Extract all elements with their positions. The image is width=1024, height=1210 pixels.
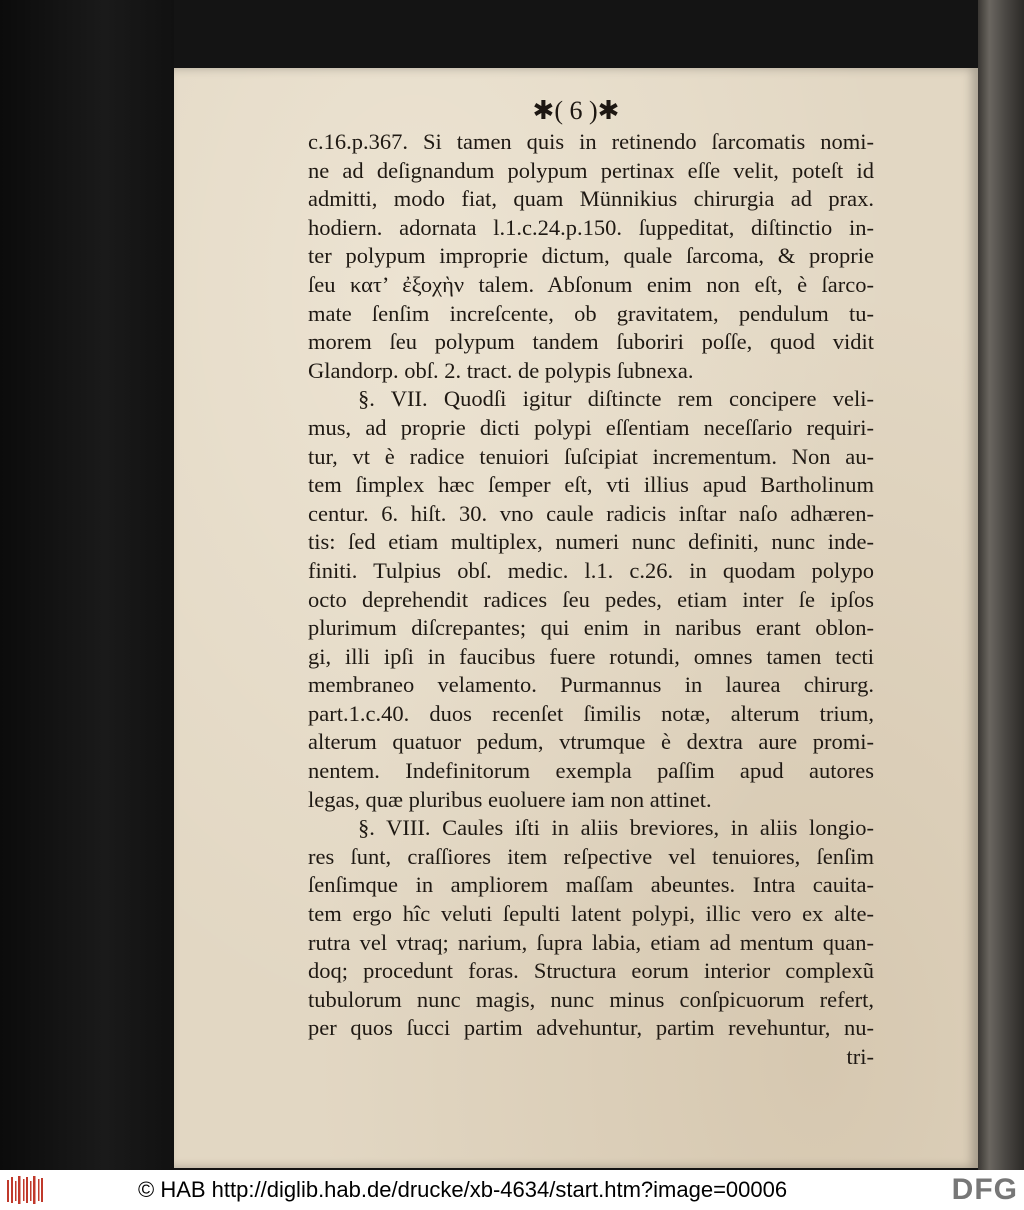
text-line: §. VII. Quodſi igitur diſtincte rem concipere veli- — [358, 386, 874, 412]
text-line: tem ſimplex hæc ſemper eſt, vti illius apud Bartholinum — [308, 472, 874, 498]
page-header: ✱( 6 )✱ — [532, 96, 620, 125]
dfg-logo: DFG — [951, 1173, 1018, 1206]
text-line: part.1.c.40. duos recenſet ſimilis notæ, alterum trium, — [308, 700, 874, 726]
text-line: tis: ſed etiam multiplex, numeri nunc definiti, nunc inde- — [308, 529, 874, 555]
text-line: c.16.p.367. Si tamen quis in retinendo ſarcomatis nomi- — [308, 129, 874, 154]
text-line: §. VIII. Caules iſti in aliis breviores, in aliis longio- — [358, 815, 874, 841]
text-line: plurimum diſcrepantes; qui enim in naribus erant oblon- — [308, 615, 874, 641]
page-edge-right — [978, 0, 1024, 1170]
text-line: Glandorp. obſ. 2. tract. de polypis ſubnexa. — [308, 357, 694, 383]
text-line: rutra vel vtraq; narium, ſupra labia, etiam ad mentum quan- — [308, 929, 874, 955]
text-line: morem ſeu polypum tandem ſuboriri poſſe, quod vidit — [308, 329, 874, 355]
text-line: per quos ſucci partim advehuntur, partim revehuntur, nu- — [308, 1015, 874, 1041]
text-line: finiti. Tulpius obſ. medic. l.1. c.26. in quodam polypo — [308, 557, 874, 583]
text-line: gi, illi ipſi in faucibus fuere rotundi, omnes tamen tecti — [308, 643, 874, 669]
footer-bar — [0, 1170, 1024, 1210]
page-text — [308, 128, 874, 1072]
catchword: tri- — [846, 1044, 874, 1069]
footer-citation: © HAB http://diglib.hab.de/drucke/xb-4634/start.htm?image=00006 — [138, 1177, 788, 1202]
text-line: mate ſenſim increſcente, ob gravitatem, pendulum tu- — [308, 300, 874, 326]
text-line: tem ergo hîc veluti ſepulti latent polypi, illic vero ex alte- — [308, 901, 874, 927]
book-page — [174, 68, 978, 1168]
scan-background-left — [0, 0, 174, 1170]
text-line: centur. 6. hiſt. 30. vno caule radicis inſtar naſo adhæren- — [308, 500, 874, 526]
text-line: res ſunt, craſſiores item reſpective vel tenuiores, ſenſim — [308, 843, 874, 869]
text-line: mus, ad proprie dicti polypi eſſentiam neceſſario requiri- — [308, 414, 874, 440]
text-line: hodiern. adornata l.1.c.24.p.150. ſuppeditat, diſtinctio in- — [308, 214, 874, 240]
text-line: ſenſimque in ampliorem maſſam abeuntes. Intra cauita- — [308, 872, 874, 898]
text-line: alterum quatuor pedum, vtrumque è dextra aure promi- — [308, 729, 874, 755]
text-line: tur, vt è radice tenuiori ſuſcipiat incrementum. Non au- — [308, 443, 874, 469]
text-line: admitti, modo fiat, quam Münnikius chirurgia ad prax. — [308, 186, 874, 212]
text-line: legas, quæ pluribus euoluere iam non attinet. — [308, 786, 712, 812]
text-line: doq; procedunt foras. Structura eorum interior complexũ — [308, 958, 874, 984]
text-line: ſeu κατ’ ἐξοχὴν talem. Abſonum enim non eſt, è ſarco- — [308, 271, 874, 297]
text-line: ter polypum improprie dictum, quale ſarcoma, & proprie — [308, 243, 874, 269]
hab-barcode-logo-icon — [6, 1175, 46, 1205]
text-line: tubulorum nunc magis, nunc minus conſpicuorum refert, — [308, 986, 874, 1012]
text-line: membraneo velamento. Purmannus in laurea chirurg. — [308, 672, 874, 698]
text-line: ne ad deſignandum polypum pertinax eſſe velit, poteſt id — [308, 157, 874, 183]
text-line: octo deprehendit radices ſeu pedes, etiam inter ſe ipſos — [308, 586, 874, 612]
text-line: nentem. Indefinitorum exempla paſſim apud autores — [308, 758, 874, 784]
